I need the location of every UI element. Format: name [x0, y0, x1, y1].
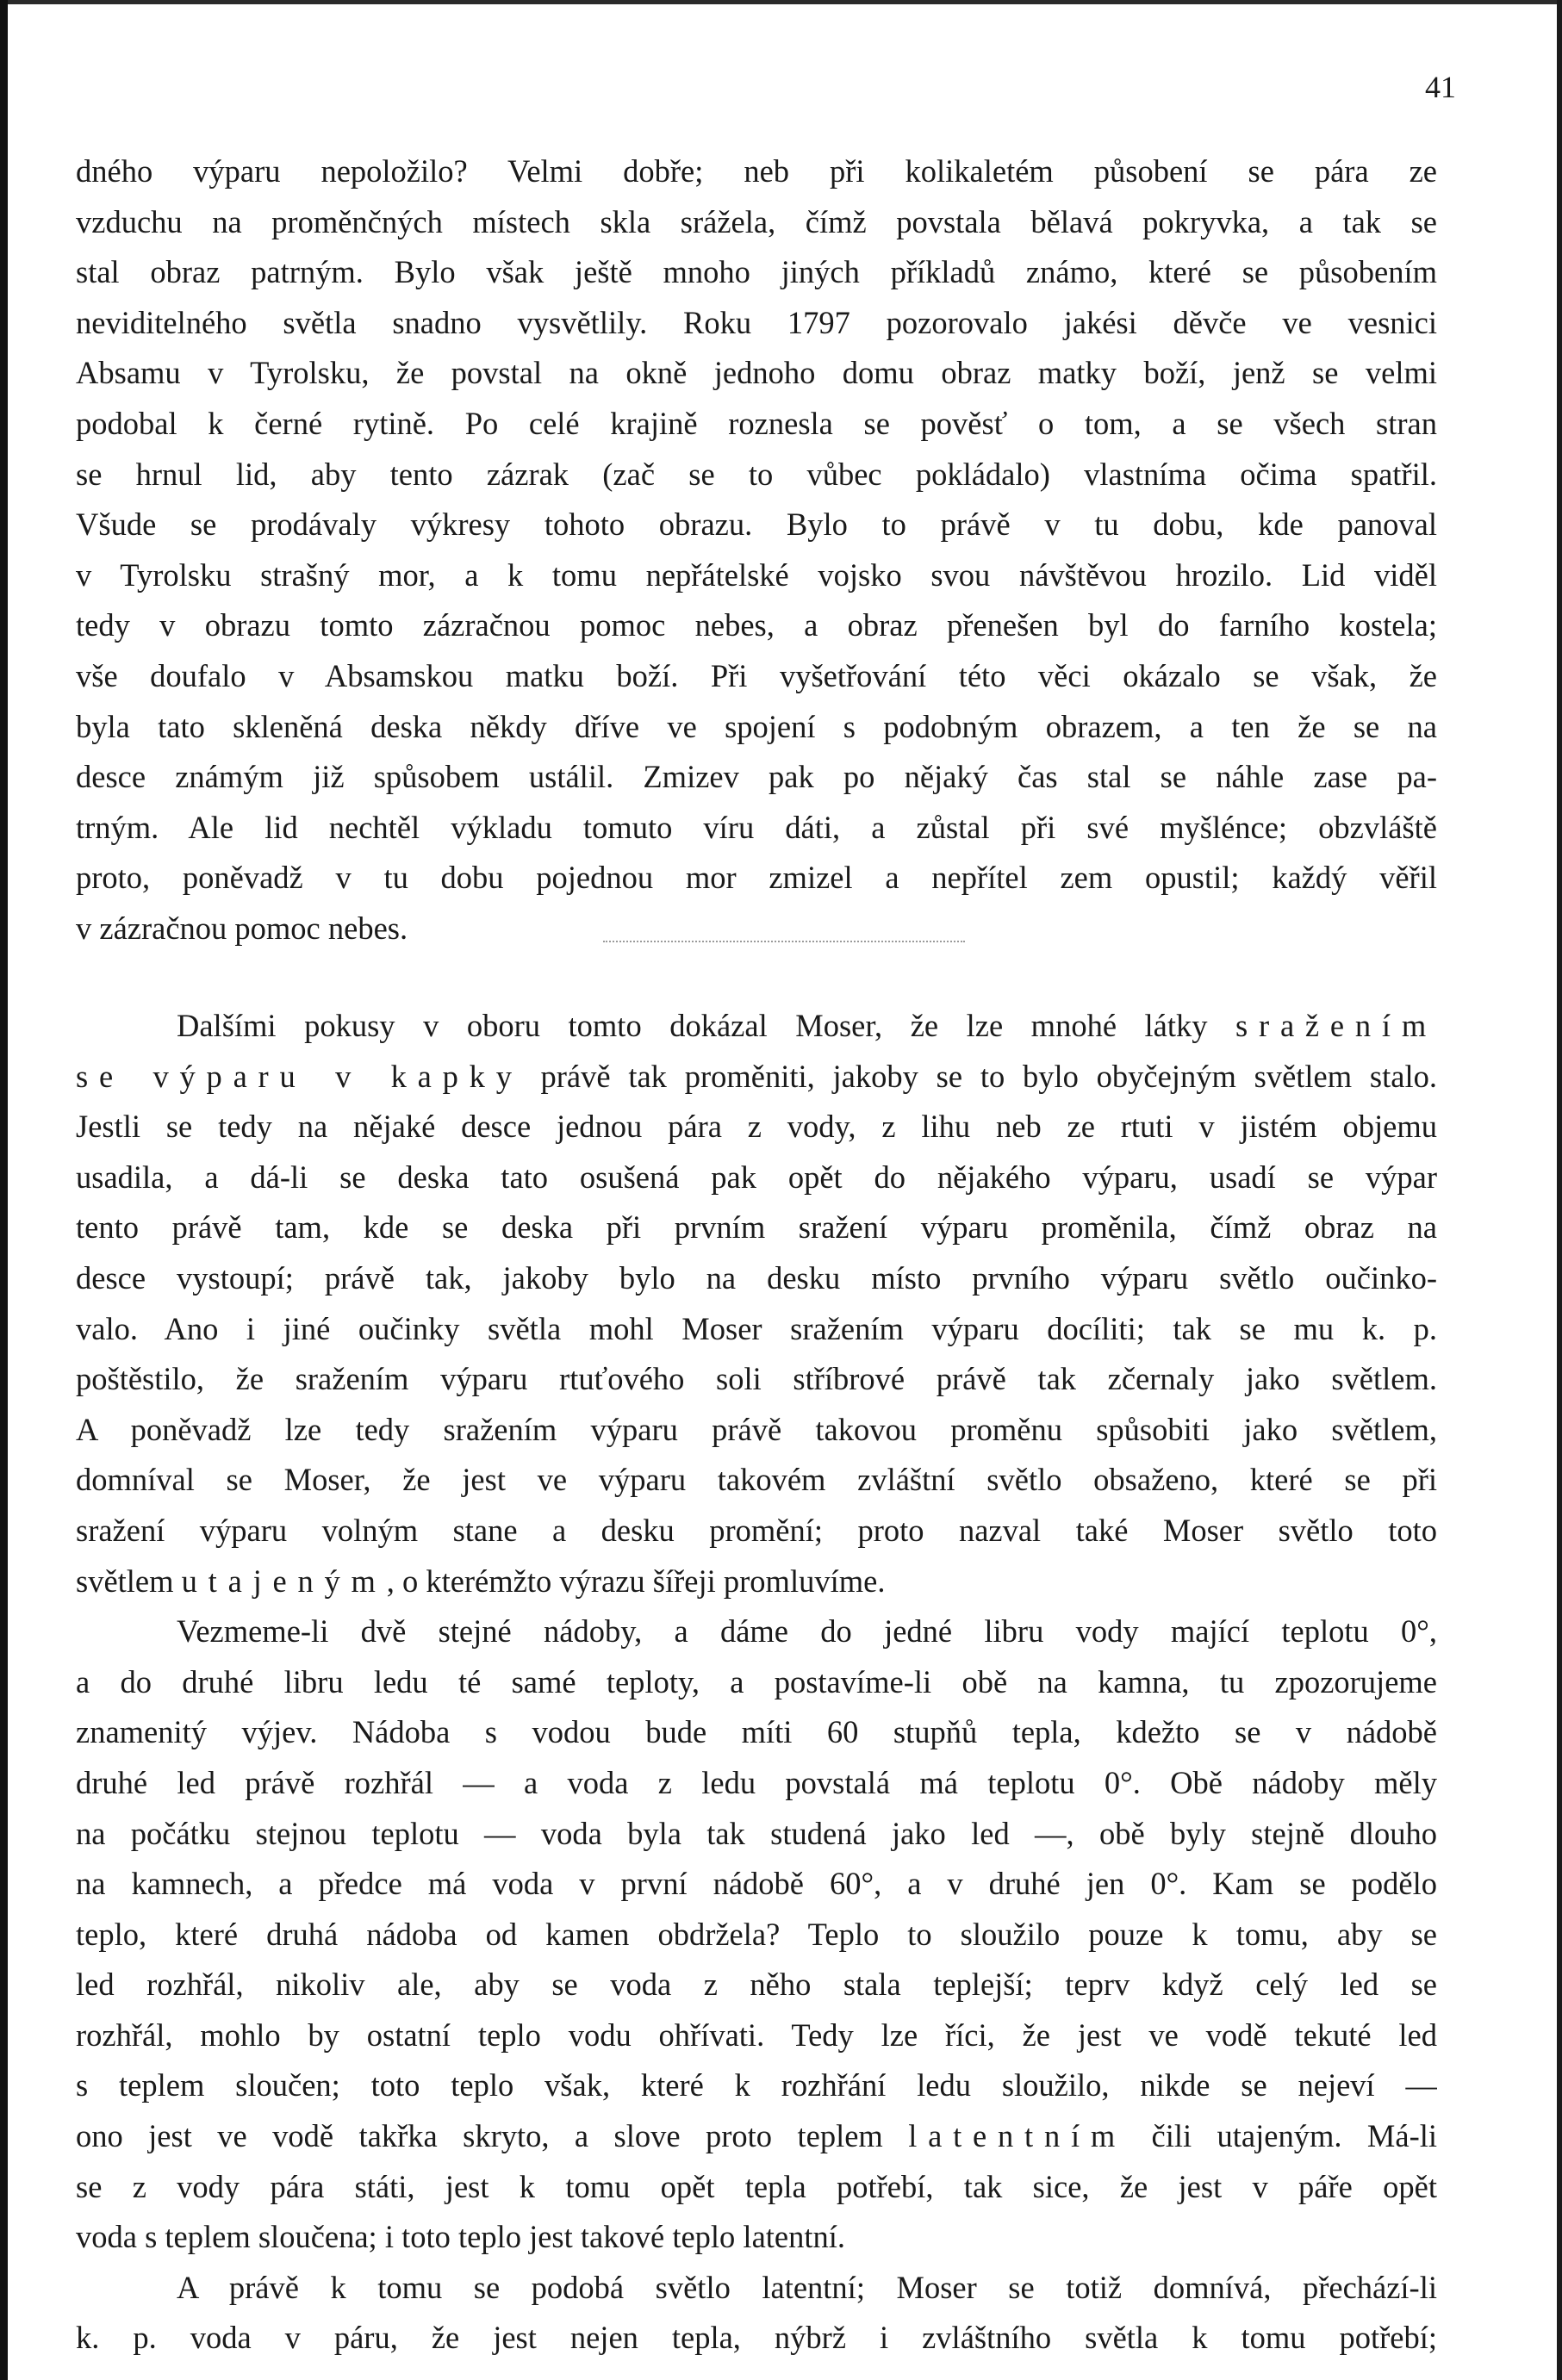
text-line: tento právě tam, kde se deska při prvním sražení výparu proměnila, čímž obraz na	[76, 1209, 1437, 1246]
text-line: poštěstilo, že sražením výparu rtuťového soli stříbrové právě tak zčernaly jako světlem.	[76, 1361, 1437, 1397]
text-line: neviditelného světla snadno vysvětlily. Roku 1797 pozorovalo jakési děvče ve vesnici	[76, 304, 1437, 340]
emphasis-spaced: se výparu v kapky	[76, 1058, 523, 1094]
text-line: Jestli se tedy na nějaké desce jednou pára z vody, z lihu neb ze rtuti v jistém objemu	[76, 1109, 1437, 1145]
text-line: na počátku stejnou teplotu — voda byla tak studená jako led —, obě byly stejně dlouho	[76, 1815, 1437, 1851]
text-line: se hrnul lid, aby tento zázrak (zač se to vůbec pokládalo) vlastníma očima spatřil.	[76, 456, 1437, 492]
text-line: se z vody pára státi, jest k tomu opět tepla potřebí, tak sice, že jest v páře opět	[76, 2168, 1437, 2204]
text-run: ono jest ve vodě takřka skryto, a slove proto teplem	[76, 2118, 909, 2154]
text-line: valo. Ano i jiné oučinky světla mohl Moser sražením výparu docíliti; tak se mu k. p.	[76, 1310, 1437, 1346]
scan-edge-right	[1557, 0, 1562, 2380]
paragraph-1	[76, 146, 1437, 954]
text-line	[76, 1001, 1437, 1052]
text-line: A poněvadž lze tedy sražením výparu právě takovou proměnu spůsobiti jako světlem,	[76, 1411, 1437, 1447]
emphasis-spaced: utajeným	[181, 1563, 387, 1599]
text-line: znamenitý výjev. Nádoba s vodou bude míti 60 stupňů tepla, kdežto se v nádobě	[76, 1714, 1437, 1750]
text-line: domníval se Moser, že jest ve výparu takovém zvláštní světlo obsaženo, které se při	[76, 1462, 1437, 1498]
text-line: Všude se prodávaly výkresy tohoto obrazu. Bylo to právě v tu dobu, kde panoval	[76, 506, 1437, 543]
text-line: na kamnech, a předce má voda v první nádobě 60°, a v druhé jen 0°. Kam se podělo	[76, 1866, 1437, 1902]
text-line: desce známým již spůsobem ustálil. Zmizev pak po nějaký čas stal se náhle zase pa-	[76, 759, 1437, 795]
text-line: vše doufalo v Absamskou matku boží. Při vyšetřování této věci okázalo se však, že	[76, 657, 1437, 693]
scan-edge-top	[0, 0, 1562, 4]
text-line: v Tyrolsku strašný mor, a k tomu nepřátelské vojsko svou návštěvou hrozilo. Lid viděl	[76, 556, 1437, 593]
text-line: v zázračnou pomoc nebes.	[76, 910, 408, 946]
text-line	[76, 1052, 1437, 1103]
text-run: Dalšími pokusy v oboru tomto dokázal Moser, že lze mnohé látky	[177, 1008, 1236, 1043]
text-line: led rozhřál, nikoliv ale, aby se voda z něho stala teplejší; teprv když celý led se	[76, 1967, 1437, 2003]
text-line: byla tato skleněná deska někdy dříve ve spojení s podobným obrazem, a ten že se na	[76, 708, 1437, 744]
text-line: stal obraz patrným. Bylo však ještě mnoho jiných příkladů známo, které se působením	[76, 254, 1437, 290]
text-line: Absamu v Tyrolsku, že povstal na okně jednoho domu obraz matky boží, jenž se velmi	[76, 355, 1437, 391]
paragraph-2	[76, 1001, 1437, 2364]
scan-edge-left	[0, 0, 8, 2380]
text-line: voda s teplem sloučena; i toto teplo jest takové teplo latentní.	[76, 2219, 846, 2255]
text-line	[76, 2111, 1437, 2162]
text-line: k. p. voda v páru, že jest nejen tepla, nýbrž i zvláštního světla k tomu potřebí;	[76, 2320, 1437, 2356]
text-run: čili utajeným. Má-li	[1126, 2118, 1437, 2154]
text-line: proto, poněvadž v tu dobu pojednou mor zmizel a nepřítel zem opustil; každý věřil	[76, 860, 1437, 896]
text-line: podobal k černé rytině. Po celé krajině roznesla se pověsť o tom, a se všech stran	[76, 405, 1437, 441]
text-run: , o kterémžto výrazu šířeji promluvíme.	[386, 1563, 886, 1599]
text-line	[76, 1557, 1437, 1607]
text-run: světlem	[76, 1563, 182, 1599]
text-line: a do druhé libru ledu té samé teploty, a postavíme-li obě na kamna, tu zpozorujeme	[76, 1663, 1437, 1700]
emphasis-spaced: sražením	[1235, 1008, 1437, 1043]
text-line: A právě k tomu se podobá světlo latentní; Moser se totiž domnívá, přechází-li	[177, 2269, 1437, 2305]
text-line: usadila, a dá-li se deska tato osušená pak opět do nějakého výparu, usadí se výpar	[76, 1159, 1437, 1195]
text-line: s teplem sloučen; toto teplo však, které k rozhřání ledu sloužilo, nikde se nejeví —	[76, 2067, 1437, 2103]
text-line: tedy v obrazu tomto zázračnou pomoc nebes, a obraz přenešen byl do farního kostela;	[76, 607, 1437, 643]
section-separator	[603, 941, 965, 942]
text-line: desce vystoupí; právě tak, jakoby bylo na desku místo prvního výparu světlo oučinko-	[76, 1259, 1437, 1296]
text-line: dného výparu nepoložilo? Velmi dobře; neb při kolikaletém působení se pára ze	[76, 153, 1437, 189]
text-line: trným. Ale lid nechtěl výkladu tomuto víru dáti, a zůstal při své myšlénce; obzvláště	[76, 809, 1437, 845]
text-line: Vezmeme-li dvě stejné nádoby, a dáme do jedné libru vody mající teplotu 0°,	[177, 1613, 1437, 1650]
text-run: právě tak proměniti, jakoby se to bylo obyčejným světlem stalo.	[522, 1058, 1437, 1094]
page-number: 41	[1425, 70, 1456, 104]
text-line: sražení výparu volným stane a desku promění; proto nazval také Moser světlo toto	[76, 1512, 1437, 1548]
emphasis-spaced: latentním	[908, 2118, 1127, 2154]
text-line: teplo, které druhá nádoba od kamen obdržela? Teplo to sloužilo pouze k tomu, aby se	[76, 1916, 1437, 1952]
text-line: druhé led právě rozhřál — a voda z ledu povstalá má teplotu 0°. Obě nádoby měly	[76, 1764, 1437, 1800]
text-line: rozhřál, mohlo by ostatní teplo vodu ohřívati. Tedy lze říci, že jest ve vodě tekuté led	[76, 2016, 1437, 2053]
text-line: vzduchu na proměnčných místech skla srážela, čímž povstala bělavá pokryvka, a tak se	[76, 203, 1437, 239]
